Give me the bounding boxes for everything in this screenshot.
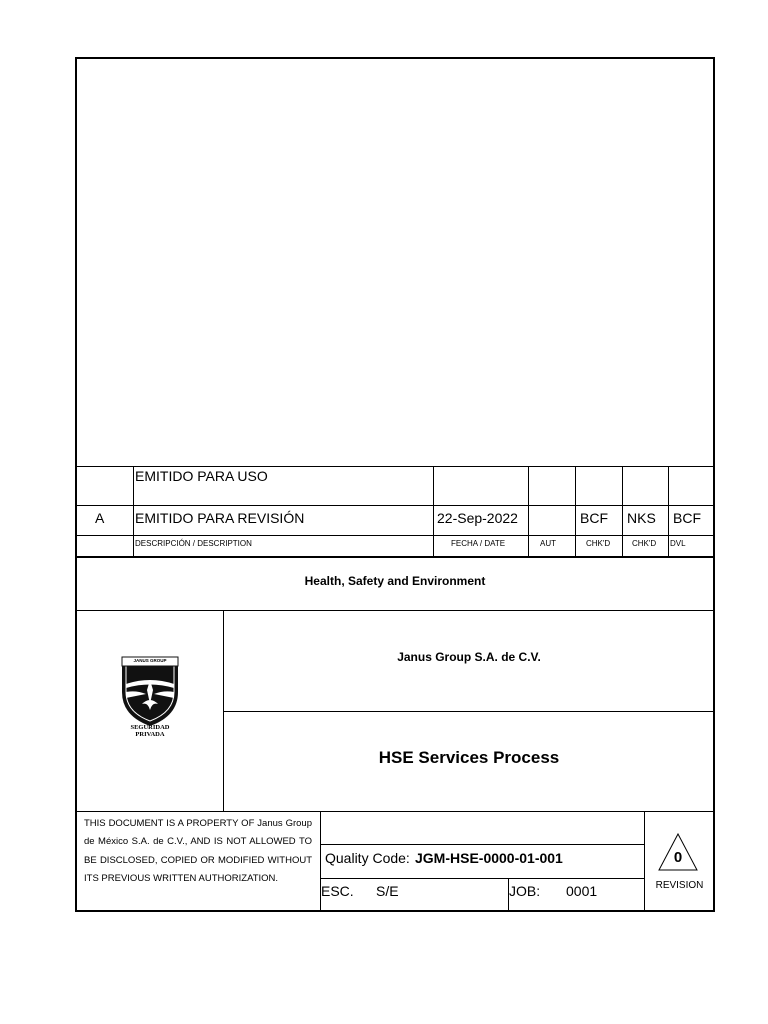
document-frame [75, 57, 715, 912]
rev-header-appr: DVL [670, 539, 686, 548]
rev-header-chkd2: CHK'D [632, 539, 657, 548]
rev-header-description: DESCRIPCIÓN / DESCRIPTION [135, 539, 252, 548]
rev-col-line [133, 466, 134, 556]
revision-number: 0 [673, 849, 683, 866]
rev-header-date: FECHA / DATE [451, 539, 506, 548]
logo-top-text: JANUS GROUP [133, 658, 167, 663]
department-title: Health, Safety and Environment [304, 574, 486, 588]
quality-code-value: JGM-HSE-0000-01-001 [415, 850, 563, 866]
rev-row-2-description: EMITIDO PARA REVISIÓN [135, 510, 305, 526]
esc-value: S/E [376, 883, 399, 899]
company-name: Janus Group S.A. de C.V. [397, 650, 541, 664]
rev-col-line [668, 466, 669, 556]
rev-header-aut: AUT [540, 539, 556, 548]
rev-row-2-rev: A [95, 510, 105, 526]
rev-table-row-line [75, 505, 715, 506]
rev-table-bottom-line [75, 556, 715, 558]
rev-table-header-line [75, 535, 715, 536]
logo-bottom-text-1: SEGURIDAD [130, 724, 170, 731]
bottom-block-line [320, 878, 644, 879]
rev-col-line [528, 466, 529, 556]
revision-label: REVISION [655, 880, 704, 891]
title-block-line [75, 811, 715, 812]
janus-group-logo [112, 654, 188, 738]
rev-row-2-date: 22-Sep-2022 [437, 510, 518, 526]
title-block-line [223, 711, 715, 712]
rev-row-2-chkd1: BCF [580, 510, 608, 526]
property-notice: THIS DOCUMENT IS A PROPERTY OF Janus Group de México S.A. de C.V., AND IS NOT ALLOWED TO BE DISCLOSED, COPIED OR MODIFIED WITHOUT ITS PREVIOUS WRITTEN AUTHORIZATION. [84, 818, 312, 885]
rev-col-line [575, 466, 576, 556]
rev-row-1-description: EMITIDO PARA USO [135, 468, 268, 484]
rev-col-line [433, 466, 434, 556]
rev-table-top-line [75, 466, 715, 467]
esc-label: ESC. [321, 883, 354, 899]
title-block-line [75, 610, 715, 611]
bottom-block-line [320, 844, 644, 845]
rev-col-line [622, 466, 623, 556]
document-title: HSE Services Process [378, 748, 560, 767]
rev-header-chkd1: CHK'D [586, 539, 611, 548]
rev-row-2-appr: BCF [673, 510, 701, 526]
rev-row-2-chkd2: NKS [627, 510, 656, 526]
quality-code-label: Quality Code: [325, 850, 410, 866]
bottom-block-line [644, 811, 645, 911]
logo-bottom-text-2: PRIVADA [135, 731, 165, 738]
job-value: 0001 [566, 883, 598, 899]
job-label: JOB: [509, 883, 541, 899]
